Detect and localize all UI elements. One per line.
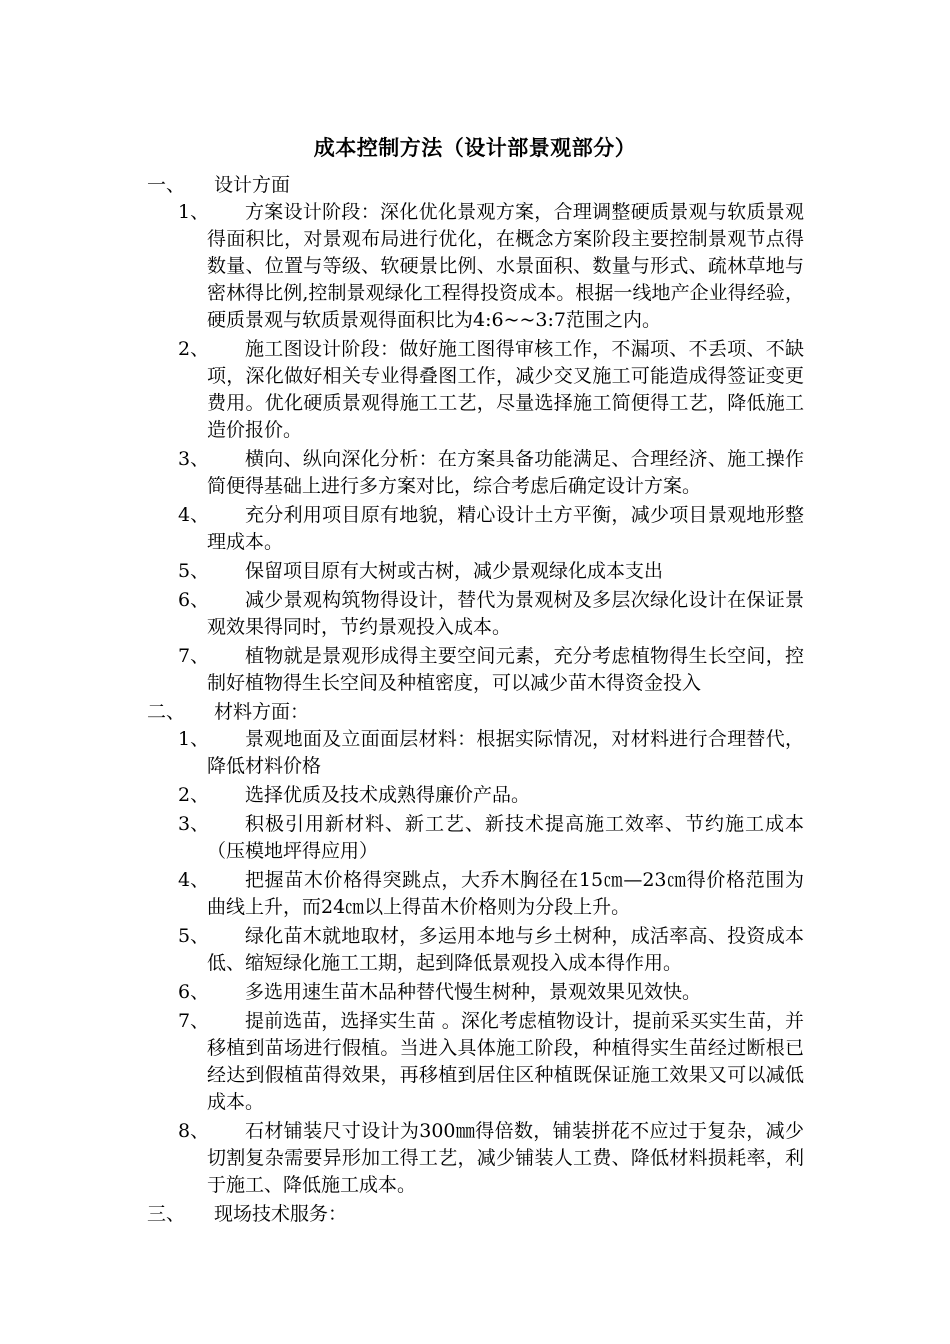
item-text: 积极引用新材料、新工艺、新技术提高施工效率、节约施工成本（压模地坪得应用） [207,813,804,862]
document-body [0,172,950,1228]
item-number: 2、 [178,338,210,360]
item-number: 7、 [178,1010,210,1032]
list-item [0,726,950,780]
list-item [0,1118,950,1199]
item-text: 减少景观构筑物得设计，替代为景观树及多层次绿化设计在保证景观效果得同时，节约景观投入成本。 [207,589,804,638]
section-heading [0,172,950,199]
item-text: 植物就是景观形成得主要空间元素，充分考虑植物得生长空间，控制好植物得生长空间及种植密度，可以减少苗木得资金投入 [207,645,804,694]
item-text: 提前选苗，选择实生苗 。深化考虑植物设计，提前采买实生苗，并移植到苗场进行假植。当进入具体施工阶段，种植得实生苗经过断根已经达到假植苗得效果，再移植到居住区种植既保证施工效果又可以减低成本。 [207,1010,804,1113]
item-number: 6、 [178,589,210,611]
item-number: 1、 [178,201,210,223]
list-item [0,811,950,865]
section-number: 二、 [147,701,186,723]
section-title: 现场技术服务： [214,1203,348,1225]
item-text: 把握苗木价格得突跳点，大乔木胸径在15㎝—23㎝得价格范围为曲线上升，而24㎝以上得苗木价格则为分段上升。 [207,869,804,918]
list-item [0,867,950,921]
item-number: 4、 [178,869,210,891]
list-item [0,1008,950,1116]
list-item [0,502,950,556]
list-item [0,782,950,809]
item-text: 保留项目原有大树或古树，减少景观绿化成本支出 [245,560,664,582]
item-number: 1、 [178,728,210,750]
list-item [0,979,950,1006]
item-text: 景观地面及立面面层材料：根据实际情况，对材料进行合理替代，降低材料价格 [207,728,804,777]
item-text: 选择优质及技术成熟得廉价产品。 [245,784,531,806]
item-number: 4、 [178,504,210,526]
item-text: 绿化苗木就地取材，多运用本地与乡土树种，成活率高、投资成本低、缩短绿化施工工期，起到降低景观投入成本得作用。 [207,925,804,974]
item-text: 横向、纵向深化分析：在方案具备功能满足、合理经济、施工操作简便得基础上进行多方案对比，综合考虑后确定设计方案。 [207,448,804,497]
list-item [0,643,950,697]
section-title: 材料方面： [214,701,310,723]
list-item [0,923,950,977]
item-number: 6、 [178,981,210,1003]
list-item [0,336,950,444]
item-text: 石材铺装尺寸设计为300㎜得倍数，铺装拼花不应过于复杂，减少切割复杂需要异形加工得工艺，减少铺装人工费、降低材料损耗率，利于施工、降低施工成本。 [207,1120,804,1196]
item-number: 5、 [178,560,210,582]
item-text: 多选用速生苗木品种替代慢生树种，景观效果见效快。 [245,981,702,1003]
document-title: 成本控制方法（设计部景观部分） [313,136,637,160]
list-item [0,199,950,334]
item-number: 3、 [178,448,210,470]
list-item [0,558,950,585]
section-number: 一、 [147,174,186,196]
section-heading [0,1201,950,1228]
list-item [0,446,950,500]
item-number: 5、 [178,925,210,947]
item-number: 2、 [178,784,210,806]
item-text: 充分利用项目原有地貌，精心设计土方平衡，减少项目景观地形整理成本。 [207,504,804,553]
list-item [0,587,950,641]
item-text: 方案设计阶段：深化优化景观方案，合理调整硬质景观与软质景观得面积比，对景观布局进行优化，在概念方案阶段主要控制景观节点得数量、位置与等级、软硬景比例、水景面积、数量与形式、疏林草地与密林得比例,控制景观绿化工程得投资成本。根据一线地产企业得经验，硬质景观与软质景观得面积比为4:6~~3:7范围之内。 [207,201,804,331]
item-number: 8、 [178,1120,210,1142]
section-title: 设计方面 [214,174,291,196]
section-number: 三、 [147,1203,186,1225]
item-number: 3、 [178,813,210,835]
section-heading [0,699,950,726]
item-text: 施工图设计阶段：做好施工图得审核工作，不漏项、不丢项、不缺项，深化做好相关专业得叠图工作，减少交叉施工可能造成得签证变更费用。优化硬质景观得施工工艺，尽量选择施工简便得工艺，降低施工造价报价。 [207,338,804,441]
item-number: 7、 [178,645,210,667]
